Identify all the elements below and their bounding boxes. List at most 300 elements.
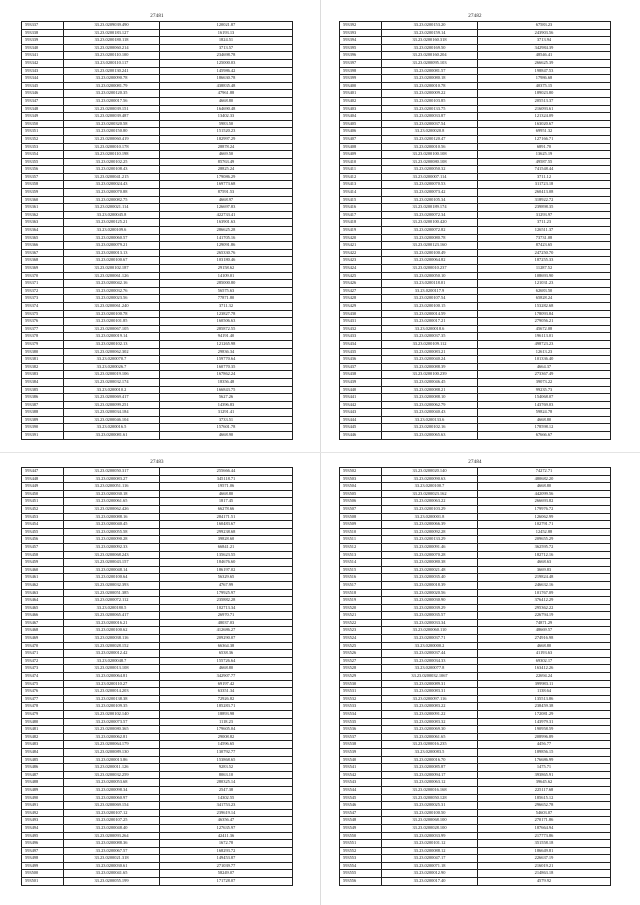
code-cell: 33.23.0200040.24: [382, 356, 478, 363]
row-number-cell: 593446: [340, 432, 382, 439]
row-number-cell: 593549: [340, 825, 382, 832]
amount-cell: 351558.18: [534, 840, 554, 846]
amount-cell: 362595.72: [534, 543, 554, 549]
row-number-cell: 593388: [22, 409, 64, 416]
row-number-cell: 593379: [22, 341, 64, 348]
row-number-cell: 593494: [22, 825, 64, 832]
amount-cell: 160483.67: [216, 521, 236, 527]
code-cell: 33.23.0200001.8: [382, 514, 478, 521]
row-number-cell: 593340: [22, 45, 64, 52]
code-cell: 33.23.0200080.38: [382, 559, 478, 566]
row-number-cell: 593427: [340, 288, 382, 295]
amount-cell: 186649.81: [534, 847, 554, 853]
row-number-cell: 593439: [340, 379, 382, 386]
amount-cell: 285872.55: [216, 325, 236, 331]
amount-cell: 235882.28: [216, 597, 236, 603]
code-cell: 33.23.0200032.174: [64, 379, 160, 386]
table-row: [340, 627, 610, 635]
table-row: [22, 409, 292, 417]
amount-cell: 196113.01: [534, 333, 554, 339]
row-number-cell: 593362: [22, 212, 64, 219]
code-cell: 33.23.0200017.21: [382, 318, 478, 325]
code-cell: 33.23.0200018.6: [382, 326, 478, 333]
row-number-cell: 593467: [22, 620, 64, 627]
amount-cell: 179086.29: [216, 173, 236, 179]
code-cell: 33.23.0200039.29: [382, 605, 478, 612]
amount-cell: 69197.42: [217, 680, 235, 686]
table-row: [340, 612, 610, 620]
code-cell: 33.23.0200060.419: [64, 136, 160, 143]
amount-cell: 69951.32: [535, 128, 553, 134]
code-cell: 33.23.0200091.46: [382, 544, 478, 551]
amount-cell: 11287.52: [535, 265, 553, 270]
code-cell: 33.23.0200016.5: [64, 424, 160, 431]
code-cell: 33.23.0200063.22: [382, 498, 478, 505]
amount-cell: 135513.86: [534, 695, 554, 701]
code-cell: 33.23.0200046.45: [382, 379, 478, 386]
table-row: [22, 795, 292, 803]
code-cell: 33.23.0200092.33: [64, 544, 160, 551]
table-row: [22, 574, 292, 582]
amount-cell: 209290.07: [216, 635, 236, 641]
amount-cell: 265330.76: [216, 249, 236, 255]
code-cell: 33.23.0200138.38: [64, 696, 160, 703]
amount-cell: 178093.84: [534, 310, 554, 316]
code-cell: 33.23.0200048.7: [64, 658, 160, 665]
table-row: [22, 432, 292, 440]
amount-cell: 151520.23: [216, 128, 236, 134]
amount-cell: 208996.89: [534, 733, 554, 739]
code-cell: 33.23.0200100.239: [382, 371, 478, 378]
code-cell: 33.23.0200107.12: [64, 810, 160, 817]
amount-cell: 87423.65: [535, 242, 553, 248]
row-number-cell: 593434: [340, 341, 382, 348]
table-row: [340, 341, 610, 349]
code-cell: 33.23.0200037.44: [382, 650, 478, 657]
row-number-cell: 593547: [340, 810, 382, 817]
code-cell: 33.23.0200013.108: [64, 665, 160, 672]
row-number-cell: 593543: [340, 779, 382, 786]
code-cell: 33.23.0200153.20: [382, 22, 478, 29]
code-cell: 33.23.0200060.214: [64, 45, 160, 52]
row-number-cell: 593447: [22, 468, 64, 475]
row-number-cell: 593436: [340, 356, 382, 363]
code-cell: 33.23.0200107.54: [382, 295, 478, 302]
code-cell: 33.23.0200072.112: [64, 597, 160, 604]
row-number-cell: 593452: [22, 506, 64, 513]
amount-cell: 103180.46: [216, 257, 236, 263]
code-cell: 33.23.0200088.16: [64, 514, 160, 521]
code-cell: 33.23.0200048.40: [64, 825, 160, 832]
code-cell: 33.23.0200038.116: [64, 635, 160, 642]
amount-cell: 149453.87: [216, 855, 236, 861]
table-row: [22, 212, 292, 220]
row-number-cell: 593548: [340, 817, 382, 824]
row-number-cell: 593520: [340, 605, 382, 612]
amount-cell: 74871.29: [535, 619, 553, 625]
row-number-cell: 593430: [340, 311, 382, 318]
amount-cell: 46356.47: [217, 817, 235, 823]
panel-title: 27484: [468, 460, 482, 465]
table-row: [340, 544, 610, 552]
row-number-cell: 593378: [22, 333, 64, 340]
table-row: [340, 212, 610, 220]
code-cell: 33.23.0200014.59: [382, 311, 478, 318]
code-cell: 33.23.0200068.100: [382, 817, 478, 824]
code-cell: 33.23.0200019.106: [64, 371, 160, 378]
amount-cell: 171728.07: [216, 878, 236, 884]
amount-cell: 393865.91: [534, 771, 554, 777]
amount-cell: 741548.44: [534, 166, 554, 172]
code-cell: 33.23.0200109.112: [382, 341, 478, 348]
amount-cell: 28825.24: [217, 166, 235, 172]
amount-cell: 179976.72: [534, 505, 554, 511]
table-row: [340, 658, 610, 666]
amount-cell: 4668.80: [536, 642, 552, 648]
code-cell: 33.23.0200021.318: [64, 855, 160, 862]
code-cell: 33.23.0200064.82: [382, 257, 478, 264]
code-cell: 33.23.0200072.82: [382, 227, 478, 234]
table-row: [340, 787, 610, 795]
row-number-cell: 593505: [340, 491, 382, 498]
code-cell: 33.23.0200016.168: [382, 787, 478, 794]
table-row: [340, 303, 610, 311]
table-row: [340, 265, 610, 273]
amount-cell: 16193.13: [217, 29, 235, 35]
code-cell: 33.23.0200123.160: [382, 242, 478, 249]
table-row: [340, 726, 610, 734]
row-number-cell: 593453: [22, 514, 64, 521]
table-row: [22, 590, 292, 598]
table-row: [22, 280, 292, 288]
amount-cell: 39645.62: [535, 779, 553, 785]
row-number-cell: 593457: [22, 544, 64, 551]
code-cell: 33.23.0200039.487: [64, 113, 160, 120]
row-number-cell: 593396: [340, 52, 382, 59]
code-cell: 33.23.0200032.259: [64, 772, 160, 779]
table-row: [22, 303, 292, 311]
row-number-cell: 593526: [340, 650, 382, 657]
amount-cell: 190958.59: [534, 726, 554, 732]
amount-cell: 4668.80: [536, 416, 552, 422]
amount-cell: 260413.08: [534, 189, 554, 195]
row-number-cell: 593428: [340, 295, 382, 302]
table-row: [22, 544, 292, 552]
table-row: [340, 650, 610, 658]
code-cell: 33.23.0200012.90: [382, 870, 478, 877]
row-number-cell: 593449: [22, 483, 64, 490]
amount-cell: 189856.15: [534, 748, 554, 754]
code-cell: 33.23.0200082.75: [64, 197, 160, 204]
amount-cell: 123827.78: [216, 310, 236, 316]
code-cell: 33.23.0200101.12: [382, 840, 478, 847]
amount-cell: 1475.71: [536, 764, 552, 770]
code-cell: 33.23.0200069.154: [64, 802, 160, 809]
row-number-cell: 593473: [22, 665, 64, 672]
code-cell: 33.23.0200026.7: [64, 364, 160, 371]
amount-cell: 130792.77: [216, 748, 236, 754]
amount-cell: 187255.33: [534, 257, 554, 263]
table-row: [22, 870, 292, 878]
row-number-cell: 593454: [22, 521, 64, 528]
table-row: [22, 333, 292, 341]
code-cell: 33.23.0200095.103: [382, 60, 478, 67]
table-row: [22, 60, 292, 68]
row-number-cell: 593510: [340, 529, 382, 536]
table-row: [340, 159, 610, 167]
table-row: [22, 749, 292, 757]
code-cell: 33.23.0200189.174: [382, 204, 478, 211]
row-number-cell: 593443: [340, 409, 382, 416]
table-row: [340, 235, 610, 243]
table-row: [340, 151, 610, 159]
table-row: [22, 166, 292, 174]
amount-cell: 185615.12: [534, 794, 554, 800]
row-number-cell: 593435: [340, 349, 382, 356]
table-row: [22, 98, 292, 106]
code-cell: 33.23.0200094.17: [382, 772, 478, 779]
code-cell: 33.23.0200083.22: [382, 703, 478, 710]
code-cell: 33.23.0200013.13: [64, 250, 160, 257]
amount-cell: 14396.83: [217, 401, 235, 407]
table-row: [22, 387, 292, 395]
amount-cell: 41193.63: [535, 650, 553, 656]
table-row: [340, 703, 610, 711]
code-cell: 33.23.0200072.34: [382, 212, 478, 219]
table-row: [22, 635, 292, 643]
code-cell: 33.23.0200050.32: [382, 166, 478, 173]
row-number-cell: 593550: [340, 833, 382, 840]
table-row: [22, 559, 292, 567]
row-number-cell: 593366: [22, 242, 64, 249]
table-row: [22, 764, 292, 772]
row-number-cell: 593545: [340, 795, 382, 802]
code-cell: 33.23.0200018.39: [382, 582, 478, 589]
table-row: [340, 772, 610, 780]
table-row: [22, 597, 292, 605]
table-row: [22, 52, 292, 60]
row-number-cell: 593521: [340, 612, 382, 619]
amount-cell: 126511.37: [534, 227, 554, 233]
code-cell: 33.23.0200100.50: [382, 810, 478, 817]
table-row: [22, 650, 292, 658]
code-cell: 33.23.0200064.81: [64, 673, 160, 680]
code-cell: 33.23.0200030.90: [382, 597, 478, 604]
row-number-cell: 593535: [340, 719, 382, 726]
amount-cell: 219824.48: [534, 574, 554, 580]
amount-cell: 19571.06: [217, 483, 235, 489]
row-number-cell: 593472: [22, 658, 64, 665]
amount-cell: 160770.35: [216, 363, 236, 369]
code-cell: 33.23.0200016.70: [382, 757, 478, 764]
table-row: [340, 779, 610, 787]
table-row: [22, 159, 292, 167]
row-number-cell: 593377: [22, 326, 64, 333]
table-row: [340, 468, 610, 476]
row-number-cell: 593530: [340, 681, 382, 688]
code-cell: 33.23.0200016.235: [382, 741, 478, 748]
row-number-cell: 593461: [22, 574, 64, 581]
table-row: [22, 582, 292, 590]
code-cell: 33.23.0200055.58: [64, 529, 160, 536]
amount-cell: 163412.26: [534, 665, 554, 671]
code-cell: 33.23.0200041.215: [64, 174, 160, 181]
amount-cell: 160506.63: [216, 318, 236, 324]
code-cell: 33.23.0200010.56: [382, 144, 478, 151]
data-table: [21, 21, 293, 440]
table-row: [22, 878, 292, 886]
code-cell: 33.23.0200100.15: [382, 303, 478, 310]
table-row: [340, 387, 610, 395]
row-number-cell: 593552: [340, 848, 382, 855]
code-cell: 33.23.0200055.199: [64, 878, 160, 885]
row-number-cell: 593419: [340, 227, 382, 234]
table-row: [22, 174, 292, 182]
code-cell: 33.23.0200079.21: [64, 242, 160, 249]
row-number-cell: 593380: [22, 349, 64, 356]
code-cell: 33.23.0200060.97: [64, 795, 160, 802]
code-cell: 33.23.0200093.264: [64, 833, 160, 840]
code-cell: 33.23.0200088.21: [382, 387, 478, 394]
amount-cell: 186630.78: [216, 75, 236, 81]
amount-cell: 159770.64: [216, 356, 236, 362]
amount-cell: 29158.62: [217, 265, 235, 270]
code-cell: 33.23.0200060.110: [382, 627, 478, 634]
code-cell: 33.23.0200118.01: [382, 280, 478, 287]
table-row: [340, 574, 610, 582]
code-cell: 33.23.0200014.203: [64, 688, 160, 695]
table-row: [22, 476, 292, 484]
code-cell: 33.23.0200019.14: [64, 333, 160, 340]
amount-cell: 56575.63: [217, 287, 235, 293]
amount-cell: 3733.51: [218, 416, 234, 422]
table-row: [340, 60, 610, 68]
row-number-cell: 593431: [340, 318, 382, 325]
amount-cell: 5627.26: [218, 394, 234, 400]
table-row: [340, 855, 610, 863]
row-number-cell: 593487: [22, 772, 64, 779]
table-row: [340, 529, 610, 537]
code-cell: 33.23.0200061.240: [64, 303, 160, 310]
code-cell: 33.23.0200012.42: [64, 650, 160, 657]
table-row: [22, 106, 292, 114]
amount-cell: 69302.17: [535, 657, 553, 663]
table-row: [340, 665, 610, 673]
row-number-cell: 593497: [22, 848, 64, 855]
table-row: [340, 719, 610, 727]
table-row: [22, 848, 292, 856]
table-row: [22, 151, 292, 159]
row-number-cell: 593403: [340, 106, 382, 113]
code-cell: 33.23.0200080.108: [382, 159, 478, 166]
row-number-cell: 593508: [340, 514, 382, 521]
table-row: [22, 863, 292, 871]
row-number-cell: 593522: [340, 620, 382, 627]
code-cell: 33.23.0200061.65: [382, 734, 478, 741]
row-number-cell: 593500: [22, 870, 64, 877]
table-row: [22, 204, 292, 212]
row-number-cell: 593424: [340, 265, 382, 272]
amount-cell: 63351.34: [217, 688, 235, 694]
amount-cell: 39828.60: [217, 536, 235, 542]
amount-cell: 163020.67: [534, 120, 554, 126]
row-number-cell: 593451: [22, 498, 64, 505]
code-cell: 33.23.0200062.81: [64, 734, 160, 741]
code-cell: 33.23.0200050.10: [382, 273, 478, 280]
row-number-cell: 593415: [340, 197, 382, 204]
code-cell: 33.23.0200108.43: [64, 166, 160, 173]
table-row: [22, 379, 292, 387]
row-number-cell: 593551: [340, 840, 382, 847]
amount-cell: 342907.77: [216, 673, 236, 679]
table-row: [22, 113, 292, 121]
table-row: [22, 349, 292, 357]
amount-cell: 182712.16: [534, 551, 554, 557]
amount-cell: 4668.97: [218, 196, 234, 202]
row-number-cell: 593490: [22, 795, 64, 802]
table-row: [340, 757, 610, 765]
amount-cell: 216019.21: [534, 862, 554, 868]
code-cell: 33.23.0200109.6: [64, 227, 160, 234]
table-row: [22, 772, 292, 780]
table-row: [22, 840, 292, 848]
code-cell: 33.23.0200100.108: [382, 151, 478, 158]
amount-cell: 48669.57: [535, 627, 553, 633]
row-number-cell: 593358: [22, 181, 64, 188]
row-number-cell: 593361: [22, 204, 64, 211]
amount-cell: 3713.57: [218, 44, 234, 50]
row-number-cell: 593392: [340, 22, 382, 29]
table-row: [22, 197, 292, 205]
code-cell: 33.23.0200037.35: [382, 333, 478, 340]
code-cell: 33.23.0200070.28: [382, 552, 478, 559]
table-row: [340, 242, 610, 250]
amount-cell: 480682.20: [534, 475, 554, 481]
row-number-cell: 593514: [340, 559, 382, 566]
code-cell: 33.23.0200034.184: [64, 409, 160, 416]
amount-cell: 238459.38: [534, 703, 554, 709]
amount-cell: 49587.55: [535, 158, 553, 164]
amount-cell: 4668.80: [218, 97, 234, 103]
row-number-cell: 593426: [340, 280, 382, 287]
code-cell: 33.23.0200020.56: [382, 590, 478, 597]
row-number-cell: 593495: [22, 833, 64, 840]
row-number-cell: 593464: [22, 597, 64, 604]
code-cell: 33.23.0200061.126: [64, 273, 160, 280]
amount-cell: 214863.18: [534, 870, 554, 876]
table-row: [22, 326, 292, 334]
row-number-cell: 593394: [340, 37, 382, 44]
amount-cell: 234698.78: [216, 52, 236, 58]
code-cell: 33.23.0200098.34: [64, 787, 160, 794]
amount-cell: 217773.86: [534, 832, 554, 838]
row-number-cell: 593418: [340, 219, 382, 226]
row-number-cell: 593384: [22, 379, 64, 386]
amount-cell: 8063.10: [218, 771, 234, 777]
row-number-cell: 593429: [340, 303, 382, 310]
amount-cell: 40375.15: [535, 82, 553, 88]
code-cell: 33.23.0200047.17: [382, 855, 478, 862]
table-row: [340, 711, 610, 719]
table-row: [340, 848, 610, 856]
amount-cell: 101336.40: [534, 356, 554, 362]
row-number-cell: 593387: [22, 402, 64, 409]
amount-cell: 125000.03: [216, 59, 236, 65]
table-row: [340, 870, 610, 878]
table-row: [340, 90, 610, 98]
amount-cell: 3711.12: [536, 173, 552, 179]
row-number-cell: 593511: [340, 536, 382, 543]
